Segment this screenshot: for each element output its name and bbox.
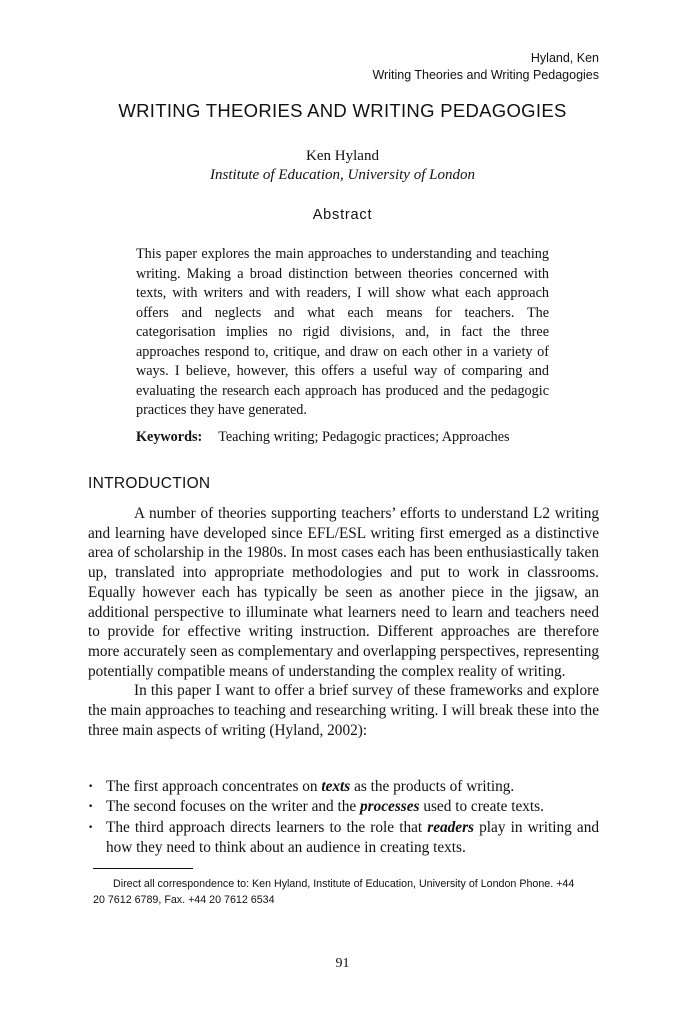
list-item-text: The third approach directs learners to the role that [106,818,428,836]
footnote-divider [93,868,193,869]
paper-title: WRITING THEORIES AND WRITING PEDAGOGIES [118,100,567,121]
introduction-body [88,504,599,740]
abstract-body: This paper explores the main approaches to understanding and teaching writing. Making a broad distinction between theories concerned with texts, with writers and with readers, I will show what each approach offers and neglects and what each means for teachers. The categorisation implies no rigid divisions, and, in fact the three approaches respond to, critique, and draw on each other in a variety of ways. I believe, however, this offers a useful way of comparing and evaluating the research each approach has produced and the pedagogic practices they have generated. [136,246,549,418]
body-paragraph: In this paper I want to offer a brief survey of these frameworks and explore the main approaches to teaching and researching writing. I will break these into the three main aspects of writing (Hyland, 2002): [88,682,599,739]
list-item-text: The first approach concentrates on [106,778,322,795]
list-item [88,777,599,797]
list-item-emphasis: texts [321,778,351,795]
list-item [88,818,599,859]
list-item-emphasis: readers [427,818,475,836]
bullet-icon: • [88,802,94,813]
list-item-text: The second focuses on the writer and the [106,798,361,816]
page-number: 91 [335,956,350,971]
approach-list [88,777,599,858]
author-affiliation: Institute of Education, University of London [210,167,475,183]
keywords [136,429,510,446]
list-item-text: as the products of writing. [350,778,515,795]
body-paragraph: A number of theories supporting teachers’ efforts to understand L2 writing and learning have developed since EFL/ESL writing first emerged as a distinctive area of scholarship in the 1980s. In most cases each has been enthusiastically taken up, translated into appropriate methodologies and put to work in classrooms. Equally however each has typically be seen as another piece in the jigsaw, an additional perspective to illuminate what learners need to learn and teachers need to provide for effective writing instruction. Different approaches are therefore more accurately seen as complementary and overlapping perspectives, representing potentially compatible means of understanding the complex reality of writing. [88,505,599,680]
footnote: Direct all correspondence to: Ken Hyland, Institute of Education, University of London Phone. +44 20 7612 6789, Fax. +44 20 7612 6534 [93,878,575,906]
bullet-icon: • [88,822,94,833]
author-name: Ken Hyland [306,148,379,164]
abstract-heading: Abstract [312,207,373,223]
bullet-icon: • [88,782,94,792]
list-item-text: used to create texts. [419,798,544,816]
list-item-emphasis: processes [360,798,420,816]
running-head-author: Hyland, Ken [530,51,599,65]
list-item-text: play in writing and how they need to think about an audience in creating texts. [106,818,599,856]
keywords-label: Keywords: [136,429,203,445]
section-heading-introduction: INTRODUCTION [88,475,211,492]
list-item [88,797,599,817]
running-head-title: Writing Theories and Writing Pedagogies [372,68,599,82]
keywords-value: Teaching writing; Pedagogic practices; Approaches [218,429,510,445]
running-head [372,50,599,84]
